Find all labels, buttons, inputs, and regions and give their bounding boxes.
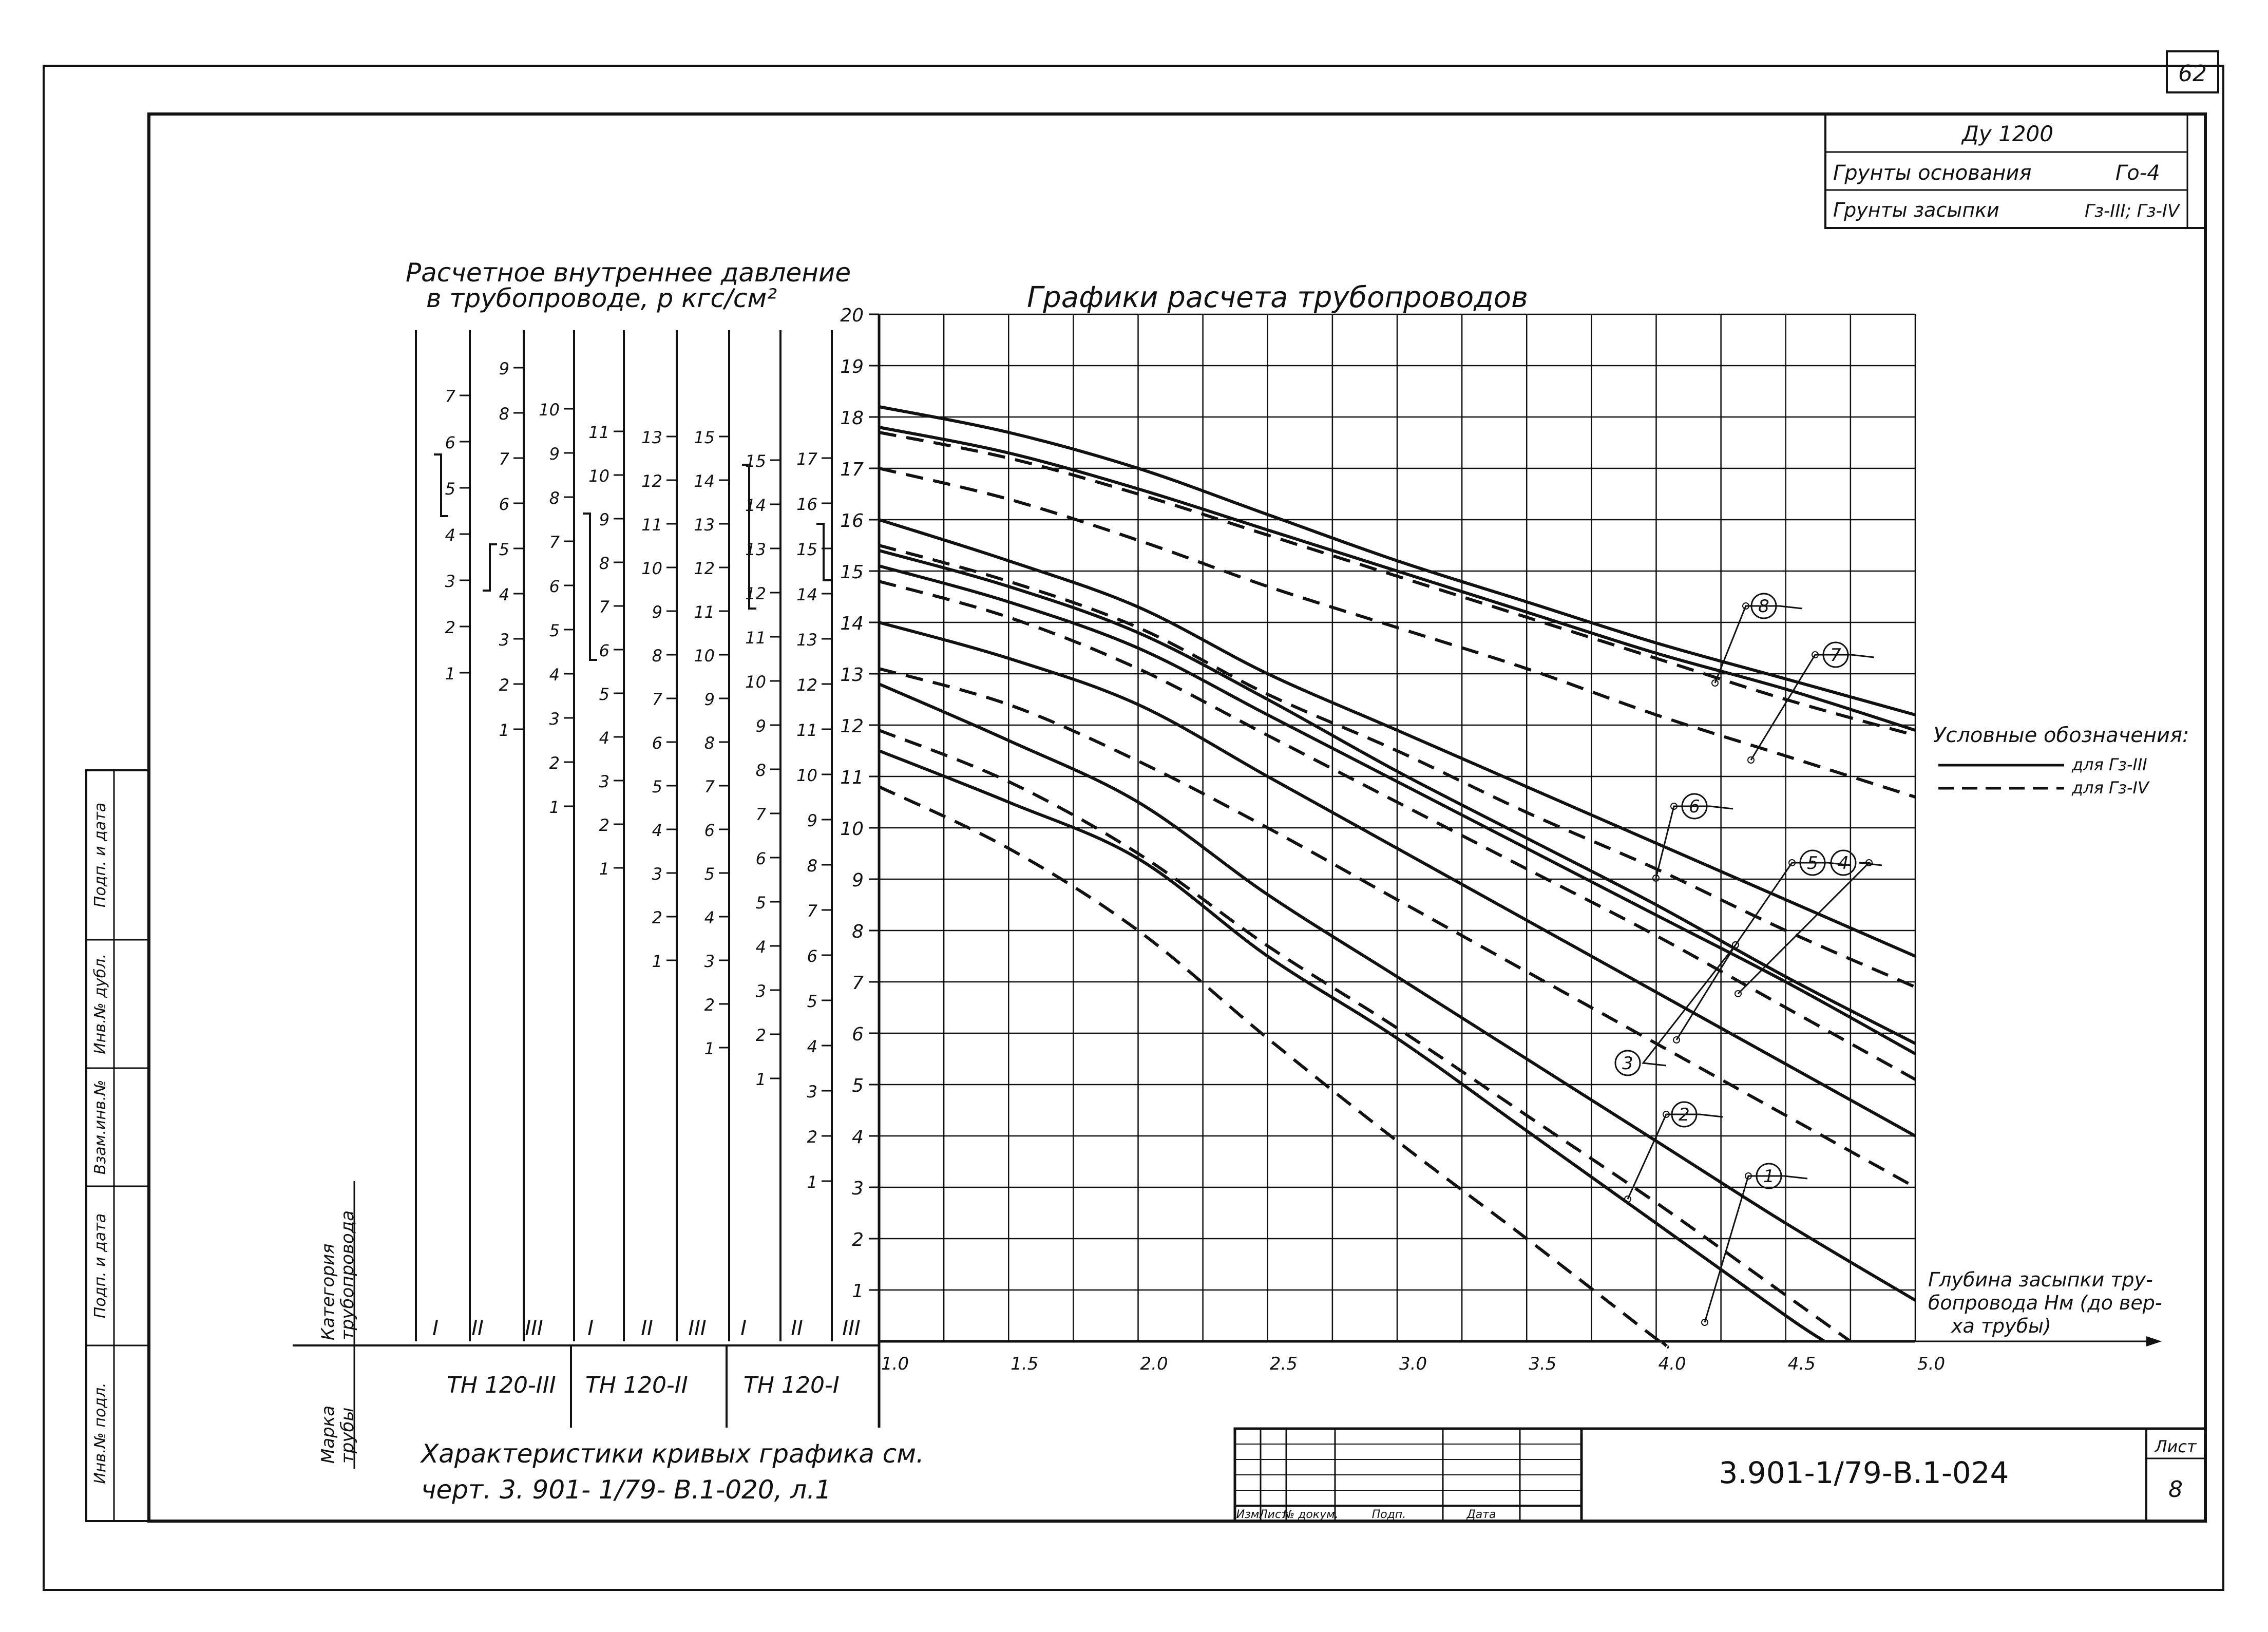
category-mark: II [641,1317,653,1340]
scale-tick-label: 1 [704,1039,715,1058]
scale-tick-label: 17 [796,449,817,469]
legend-dashed-label: для Гз-IV [2072,778,2149,798]
scale-tick-label: 12 [796,675,817,695]
scale-tick-label: 7 [499,449,509,469]
x-axis-label-line2: бопровода Hм (до вер- [1928,1292,2162,1314]
y-tick-label: 9 [852,870,864,891]
scale-tick-label: 7 [599,597,609,617]
x-axis-label-line3: ха трубы) [1951,1315,2051,1337]
scale-tick-label: 4 [549,665,560,685]
scale-tick-label: 6 [704,821,715,840]
scale-tick-label: 9 [599,510,609,529]
scale-tick-label: 15 [694,428,715,447]
scale-tick-label: 13 [745,540,766,559]
scale-tick-label: 4 [652,821,662,840]
spec-line2-label: Грунты основания [1833,161,2032,185]
y-tick-label: 3 [852,1178,864,1199]
title-block-header: Подп. [1371,1508,1406,1521]
y-tick-label: 17 [840,459,864,480]
scale-tick-label: 2 [445,618,455,637]
y-tick-label: 6 [852,1024,864,1045]
chart-title: Графики расчета трубопроводов [1027,281,1529,314]
x-tick-label: 2.5 [1269,1354,1298,1374]
y-tick-label: 4 [852,1127,864,1148]
scale-tick-label: 15 [745,451,766,471]
legend-title: Условные обозначения: [1933,724,2189,747]
scale-tick-label: 7 [652,690,662,709]
y-tick-label: 11 [840,767,864,788]
side-stamp [86,770,149,1521]
scale-tick-label: 3 [807,1082,817,1102]
scale-tick-label: 5 [755,893,766,913]
scale-tick-label: 5 [549,621,560,640]
pipe-mark-2: ТН 120-II [585,1372,688,1398]
spec-box [1825,114,2205,228]
scale-tick-label: 4 [445,525,455,545]
scale-tick-label: 5 [499,540,509,559]
scale-tick-label: 6 [599,641,609,660]
pipe-marks [447,1345,840,1428]
sheet-label: Лист [2155,1437,2197,1456]
callout-number: 4 [1838,853,1849,874]
category-label-line1: Категория [318,1243,338,1340]
x-tick-label: 4.0 [1658,1354,1686,1374]
scale-tick-label: 9 [807,811,817,830]
mark-label-line2: трубы [337,1407,358,1464]
x-axis-label-line1: Глубина засыпки тру- [1928,1268,2153,1291]
scale-tick-label: 12 [745,584,766,603]
page-number: 62 [2178,61,2207,87]
scale-tick-label: 1 [549,798,560,817]
y-tick-label: 18 [840,408,864,429]
category-label-line2: трубопровода [337,1210,358,1340]
scale-tick-label: 7 [807,901,817,921]
scale-tick-label: 10 [539,400,560,420]
scale-tick-label: 2 [704,995,715,1015]
scale-tick-label: 10 [796,766,817,785]
scale-tick-label: 6 [445,433,455,452]
scale-tick-label: 4 [807,1037,817,1056]
curve-1-solid [879,751,1824,1341]
scale-tick-label: 15 [796,540,817,559]
scale-tick-label: 3 [499,630,509,650]
scale-tick-label: 13 [694,515,715,535]
x-tick-label: 1.0 [881,1354,909,1374]
scale-tick-label: 4 [599,728,609,748]
scale-tick-label: 6 [755,849,766,868]
scale-tick-label: 10 [745,672,766,692]
category-mark: I [432,1317,439,1340]
scale-tick-label: 3 [599,772,609,791]
x-tick-label: 1.5 [1011,1354,1039,1374]
scale-tick-label: 4 [704,908,715,927]
x-tick-label: 2.0 [1140,1354,1168,1374]
side-stamp-label: Инв.№ дубл. [91,954,109,1054]
scale-tick-label: 2 [652,908,662,927]
category-mark: II [471,1317,484,1340]
scale-tick-label: 2 [599,815,609,835]
pipe-mark-3: ТН 120-I [744,1372,840,1398]
scale-tick-label: 10 [694,646,715,666]
scale-tick-label: 9 [755,716,766,736]
pressure-title-line2: в трубопроводе, р кгс/см² [426,283,777,313]
scale-bracket-1 [483,544,497,591]
scale-tick-label: 12 [641,471,662,491]
y-tick-label: 2 [852,1229,864,1250]
scale-tick-label: 4 [755,937,766,957]
chart-grid [879,314,1915,1341]
spec-line2-value: Го-4 [2115,161,2160,185]
y-tick-label: 20 [840,305,864,326]
scale-tick-label: 1 [652,952,662,971]
callout-number: 3 [1622,1053,1633,1074]
curve-2-dashed [879,730,1851,1341]
chart-ticks [840,305,1945,1374]
y-tick-label: 19 [840,356,864,377]
scale-tick-label: 1 [499,720,509,740]
scale-tick-label: 14 [745,496,766,515]
callout-number: 2 [1679,1105,1690,1125]
y-tick-label: 1 [852,1281,864,1302]
curve-callouts [1615,594,1882,1325]
category-mark: I [740,1317,747,1340]
scale-tick-label: 8 [549,488,560,508]
callout-number: 7 [1830,645,1841,666]
y-tick-label: 8 [852,921,864,942]
scale-tick-label: 5 [704,864,715,884]
title-block-header: Дата [1466,1508,1496,1521]
pressure-title-line1: Расчетное внутреннее давление [406,258,851,288]
callout-number: 1 [1763,1166,1775,1187]
scale-tick-label: 5 [445,479,455,499]
scale-tick-label: 2 [499,675,509,695]
scale-tick-label: 2 [755,1026,766,1045]
category-marks [432,1317,861,1340]
scale-tick-label: 11 [694,602,715,622]
note-line2: черт. 3. 901- 1/79- В.1-020, л.1 [421,1475,832,1505]
title-block-header: № докум. [1283,1508,1339,1521]
scale-tick-label: 6 [807,946,817,966]
scale-tick-label: 5 [807,992,817,1011]
side-stamp-label: Инв.№ подл. [91,1382,109,1484]
scale-tick-label: 3 [445,572,455,591]
spec-line1: Ду 1200 [1962,121,2053,146]
category-mark: III [842,1317,861,1340]
scale-tick-label: 8 [499,404,509,424]
scale-tick-label: 4 [499,585,509,604]
scale-tick-label: 1 [599,859,609,879]
mark-label-line1: Марка [318,1405,338,1464]
title-block [1235,1429,2205,1521]
legend [1933,724,2189,798]
scale-tick-label: 13 [796,630,817,650]
y-tick-label: 13 [840,665,864,686]
doc-code: 3.901-1/79-В.1-024 [1719,1455,2009,1490]
scale-tick-label: 8 [652,646,662,666]
x-tick-label: 4.5 [1787,1354,1816,1374]
y-tick-label: 16 [840,510,864,532]
side-stamp-label: Взам.инв.№ [91,1079,109,1175]
sheet-number: 8 [2168,1476,2183,1503]
scale-tick-label: 11 [796,720,817,740]
scale-tick-label: 7 [445,387,455,406]
scale-tick-label: 12 [694,559,715,578]
curve-1-dashed [879,787,1667,1347]
scale-tick-label: 8 [704,733,715,753]
callout-number: 8 [1758,596,1769,617]
x-tick-label: 3.0 [1399,1354,1427,1374]
y-tick-label: 15 [840,562,864,583]
scale-tick-label: 3 [704,952,715,971]
y-tick-label: 7 [852,973,864,994]
scale-tick-label: 1 [755,1070,766,1089]
callout-7 [1748,642,1874,763]
x-tick-label: 3.5 [1529,1354,1557,1374]
scale-tick-label: 6 [549,577,560,596]
pressure-scales [416,314,879,1428]
callout-number: 6 [1689,796,1700,817]
category-mark: II [791,1317,803,1340]
scale-tick-label: 9 [704,690,715,709]
scale-tick-label: 11 [745,628,766,648]
scale-tick-label: 3 [549,709,560,729]
scale-tick-label: 3 [755,981,766,1001]
pipe-mark-1: ТН 120-III [447,1372,556,1398]
scale-tick-label: 7 [549,533,560,552]
spec-line3-label: Грунты засыпки [1833,199,1999,221]
scale-tick-label: 9 [549,444,560,464]
mark-label [318,1400,358,1464]
title-block-header: Лист [1259,1508,1288,1521]
scale-tick-label: 8 [599,554,609,573]
scale-tick-label: 13 [641,428,662,447]
scale-tick-label: 14 [694,471,715,491]
scale-tick-label: 8 [807,856,817,876]
scale-bracket-4 [816,524,831,580]
scale-tick-label: 1 [445,664,455,684]
scale-tick-label: 16 [796,495,817,514]
category-mark: III [688,1317,707,1340]
scale-tick-label: 3 [652,864,662,884]
scale-tick-label: 7 [704,777,715,796]
x-tick-label: 5.0 [1917,1354,1946,1374]
chart-area [840,305,1945,1374]
scale-tick-label: 1 [807,1172,817,1192]
scale-tick-label: 10 [641,559,662,578]
category-label [318,1210,358,1340]
scale-tick-label: 8 [755,761,766,780]
spec-line3-value: Гз-III; Гз-IV [2085,201,2180,221]
scale-tick-label: 6 [652,733,662,753]
scale-tick-label: 5 [599,685,609,704]
scale-tick-label: 2 [549,753,560,773]
scale-tick-label: 14 [796,585,817,604]
scale-tick-label: 9 [499,359,509,378]
scale-tick-label: 10 [588,466,609,486]
side-stamp-label: Подп. и дата [91,802,109,908]
inner-frame [149,114,2205,1521]
scale-tick-label: 7 [755,805,766,824]
y-tick-label: 12 [840,716,864,737]
x-axis-arrow-icon [2146,1336,2162,1346]
category-mark: I [587,1317,594,1340]
callout-number: 5 [1807,853,1818,874]
scale-tick-label: 11 [641,515,662,535]
title-block-header: Изм [1236,1508,1260,1521]
y-tick-label: 10 [840,819,864,840]
side-stamp-label: Подп. и дата [91,1213,109,1319]
scale-tick-label: 9 [652,602,662,622]
note-line1: Характеристики кривых графика см. [421,1439,924,1469]
scale-tick-label: 2 [807,1127,817,1147]
y-tick-label: 5 [852,1075,864,1096]
scale-tick-label: 6 [499,495,509,514]
y-tick-label: 14 [840,613,864,634]
scale-tick-label: 11 [588,423,609,442]
scale-bracket-2 [583,514,597,660]
category-mark: III [525,1317,543,1340]
scale-tick-label: 5 [652,777,662,796]
legend-solid-label: для Гз-III [2072,755,2147,774]
